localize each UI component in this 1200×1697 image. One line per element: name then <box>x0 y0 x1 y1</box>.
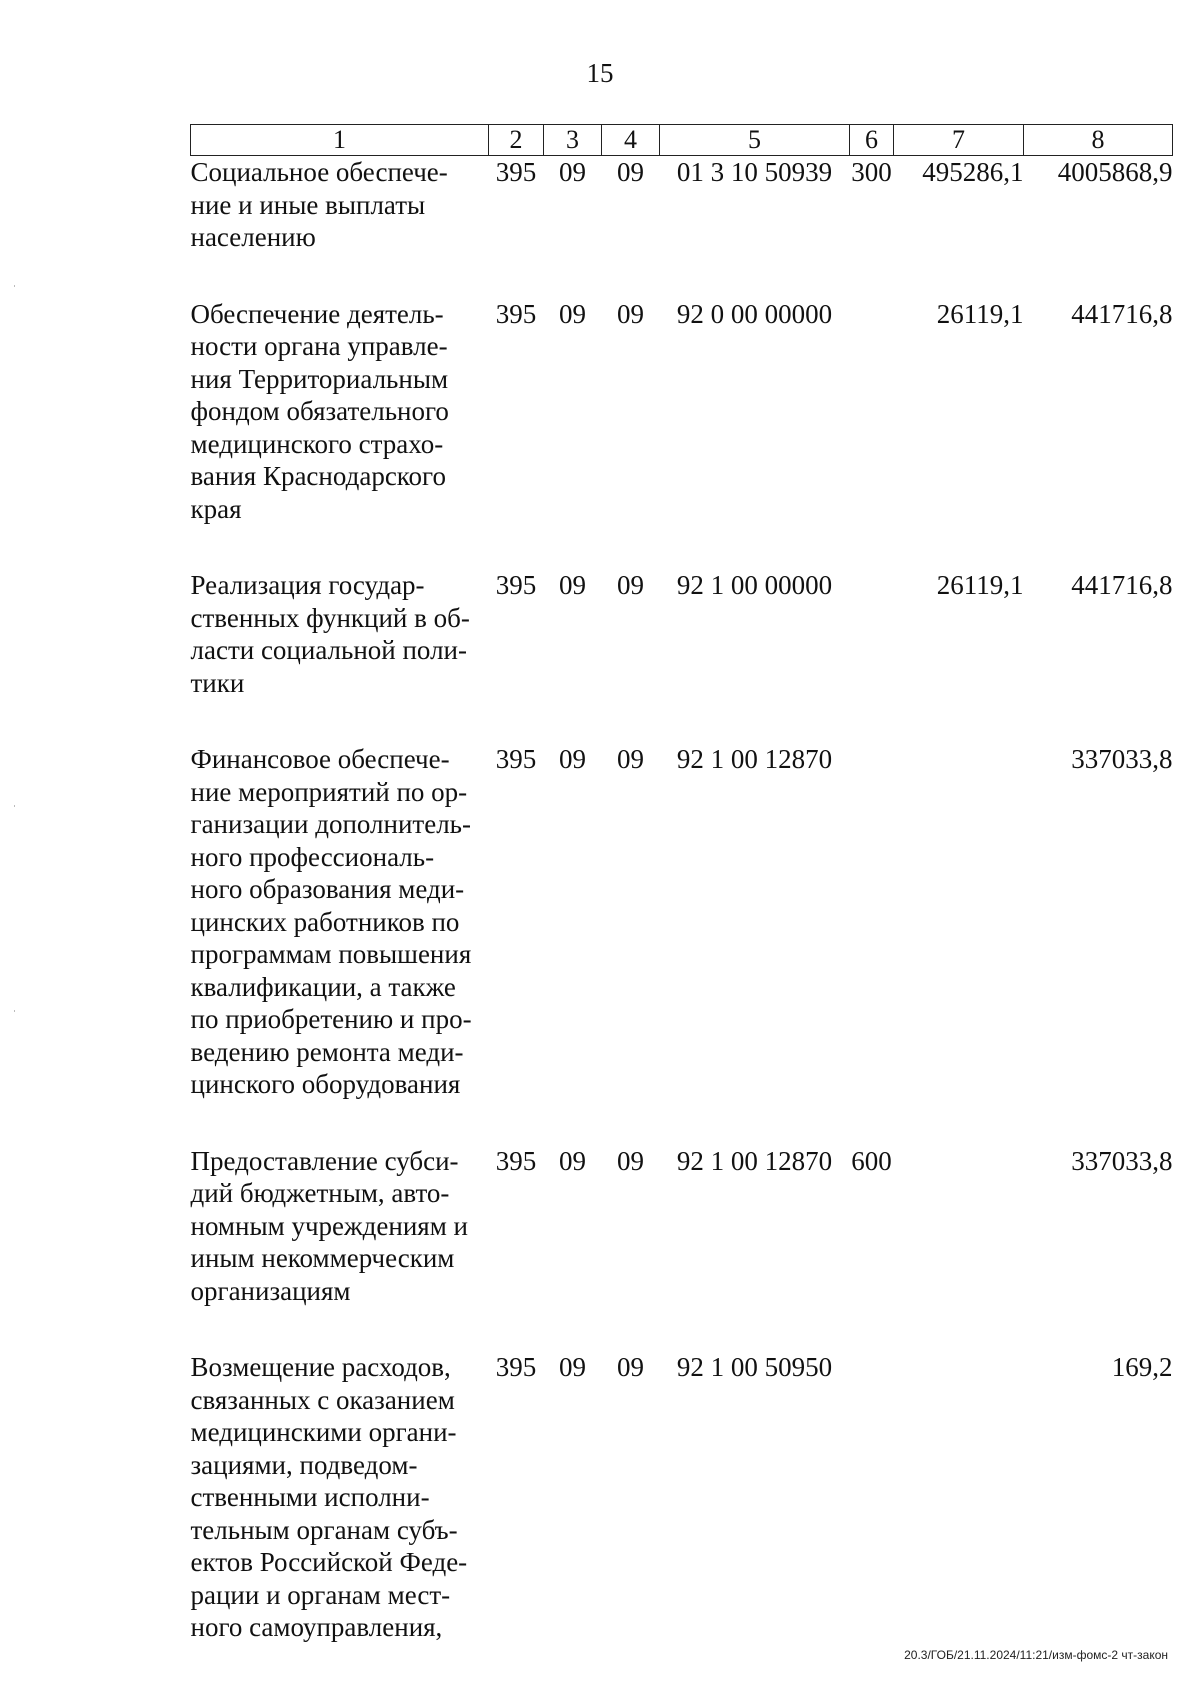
cell-code-5: 92 1 00 50950 <box>676 1352 833 1382</box>
cell-code-2: 395 <box>495 157 537 187</box>
cell-code-2: 395 <box>495 1352 537 1382</box>
row-spacer <box>191 1101 1173 1145</box>
cell-code-6: 300 <box>851 157 892 187</box>
cell-code-3: 09 <box>559 570 586 600</box>
cell-code-4: 09 <box>617 744 644 774</box>
cell-code-4: 09 <box>617 1352 644 1382</box>
cell-code-6 <box>850 298 894 526</box>
budget-table <box>190 124 1173 1644</box>
table-row <box>191 298 1173 526</box>
cell-code-3: 09 <box>559 1145 586 1176</box>
page-number: 15 <box>586 58 614 88</box>
cell-amount-7: 495286,1 <box>922 157 1024 187</box>
cell-code-5: 92 1 00 12870 <box>676 1145 833 1176</box>
cell-code-4: 09 <box>617 157 644 187</box>
cell-code-2: 395 <box>495 744 537 774</box>
header-col-6: 6 <box>850 125 894 156</box>
cell-code-2: 395 <box>495 298 537 329</box>
header-col-5: 5 <box>660 125 850 156</box>
scan-margin-mark <box>14 805 15 807</box>
table-row <box>191 743 1173 1101</box>
row-name: Социальное обеспече- ние и иные выплаты населению <box>190 157 448 252</box>
table-row <box>191 1145 1173 1308</box>
cell-amount-8: 337033,8 <box>1071 1145 1173 1176</box>
cell-code-5: 92 0 00 00000 <box>676 298 833 329</box>
cell-code-2: 395 <box>495 1145 537 1176</box>
row-spacer <box>191 525 1173 569</box>
cell-code-4: 09 <box>617 298 644 329</box>
cell-code-6 <box>850 743 894 1101</box>
cell-code-3: 09 <box>559 744 586 774</box>
cell-code-3: 09 <box>559 157 586 187</box>
cell-code-2: 395 <box>495 570 537 600</box>
row-spacer <box>191 254 1173 298</box>
document-footer-code: 20.3/ГОБ/21.11.2024/11:21/изм-фомс-2 чт-закон <box>904 1648 1168 1662</box>
cell-amount-7: 26119,1 <box>936 570 1024 600</box>
cell-code-3: 09 <box>559 1352 586 1382</box>
cell-code-5: 01 3 10 50939 <box>676 157 833 187</box>
cell-code-6 <box>850 569 894 699</box>
row-name: Финансовое обеспече- ние мероприятий по ор- ганизации дополнитель- ного профессиональ- ного образования меди- цинских работников по программам повышения квалификации, а также по приобретению и про- ведению ремонта меди- цинского оборудования <box>190 744 472 1099</box>
cell-amount-7: 26119,1 <box>936 298 1024 329</box>
header-col-4: 4 <box>602 125 660 156</box>
row-name: Реализация государ- ственных функций в об- ласти социальной поли- тики <box>190 570 470 698</box>
cell-code-6 <box>850 1351 894 1644</box>
header-col-2: 2 <box>489 125 544 156</box>
row-spacer <box>191 1307 1173 1351</box>
scan-margin-mark <box>14 1010 15 1012</box>
header-col-8: 8 <box>1024 125 1173 156</box>
table-row <box>191 569 1173 699</box>
cell-code-5: 92 1 00 00000 <box>676 570 833 600</box>
cell-code-5: 92 1 00 12870 <box>676 744 833 774</box>
table-row <box>191 1351 1173 1644</box>
cell-amount-7 <box>894 743 1024 1101</box>
header-row <box>191 125 1173 156</box>
header-col-1: 1 <box>191 125 489 156</box>
cell-code-4: 09 <box>617 1145 644 1176</box>
cell-amount-8: 169,2 <box>1111 1352 1173 1382</box>
cell-amount-8: 337033,8 <box>1071 744 1173 774</box>
cell-code-4: 09 <box>617 570 644 600</box>
header-col-7: 7 <box>894 125 1024 156</box>
cell-amount-8: 4005868,9 <box>1057 157 1173 187</box>
row-name: Обеспечение деятель- ности органа управле- ния Территориальным фондом обязательного медицинского страхо- вания Краснодарского края <box>190 298 449 524</box>
cell-amount-7 <box>894 1351 1024 1644</box>
cell-amount-7 <box>894 1145 1024 1308</box>
row-name: Возмещение расходов, связанных с оказанием медицинскими органи- зациями, подведом- ственными исполни- тельным органам субъ- ектов Российской Феде- рации и органам мест- ного самоуправления, <box>190 1352 468 1642</box>
row-name: Предоставление субси- дий бюджетным, авто- номным учреждениям и иным некоммерческим организациям <box>190 1145 468 1306</box>
cell-amount-8: 441716,8 <box>1071 570 1173 600</box>
scan-margin-mark <box>14 285 15 287</box>
row-spacer <box>191 699 1173 743</box>
cell-amount-8: 441716,8 <box>1071 298 1173 329</box>
cell-code-6: 600 <box>851 1145 892 1176</box>
header-col-3: 3 <box>544 125 602 156</box>
cell-code-3: 09 <box>559 298 586 329</box>
table-row <box>191 156 1173 254</box>
